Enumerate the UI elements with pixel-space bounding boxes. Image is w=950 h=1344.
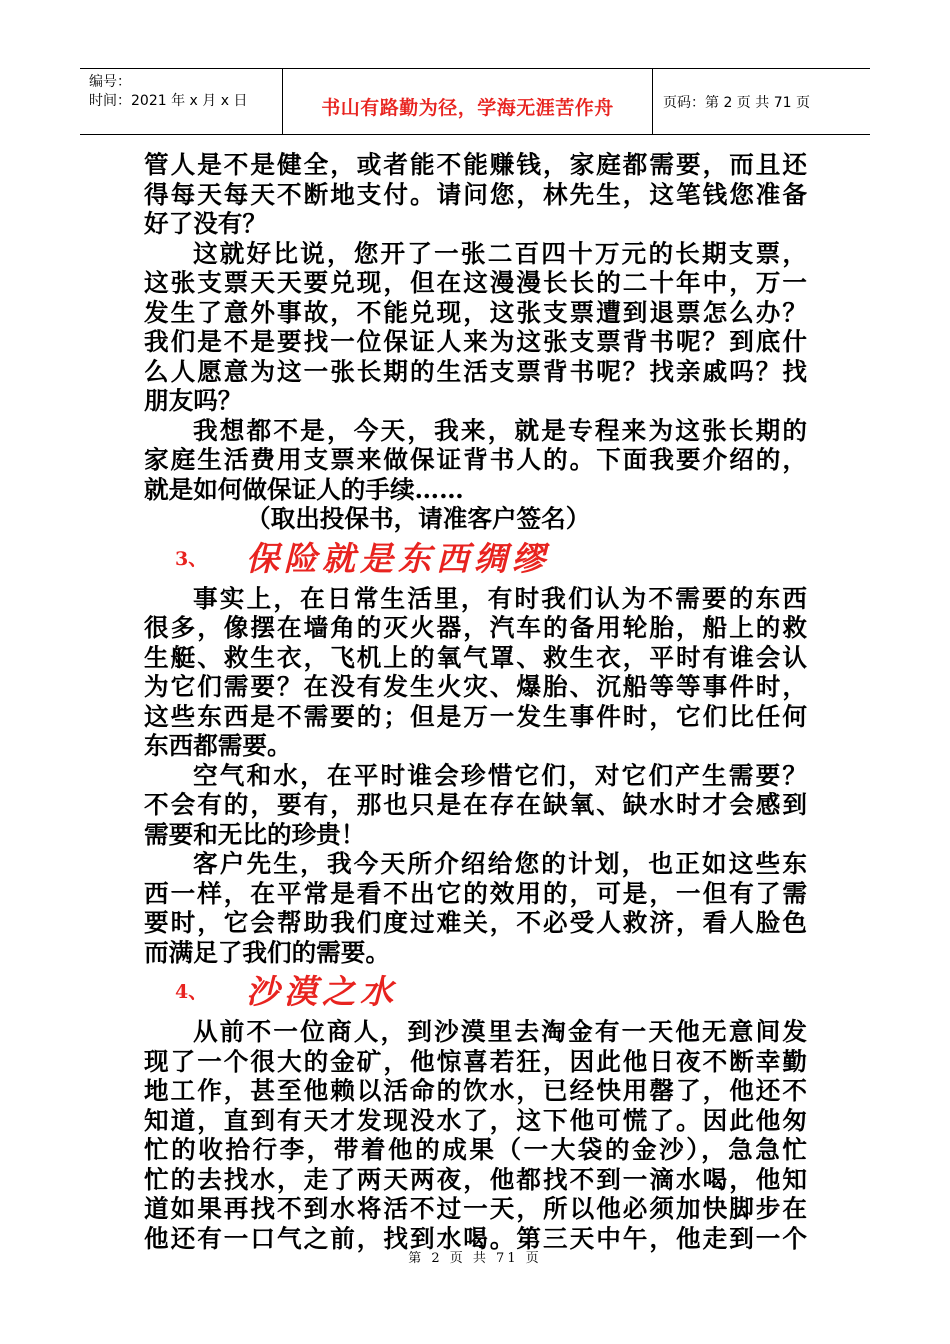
text-line: 发生了意外事故，不能兑现，这张支票遭到退票怎么办？ <box>144 297 807 327</box>
text-line: 这就好比说，您开了一张二百四十万元的长期支票， <box>193 238 807 268</box>
text-line: 知道，直到有天才发现没水了，这下他可慌了。因此他匆 <box>144 1105 807 1135</box>
text-line: 很多，像摆在墙角的灭火器，汽车的备用轮胎，船上的救 <box>144 613 807 642</box>
text-line: 这张支票天天要兑现，但在这漫漫长长的二十年中，万一 <box>144 268 807 297</box>
text-line: 我想都不是，今天，我来，就是专程来为这张长期的 <box>193 415 807 445</box>
stage-direction-note: （取出投保书，请准客户签名） <box>246 504 591 533</box>
section-heading-4 <box>144 967 824 1017</box>
text-line: 不会有的，要有，那也只是在存在缺氧、缺水时才会感到 <box>144 790 807 819</box>
page-header <box>80 68 870 135</box>
section-number: 4、 <box>175 981 208 1003</box>
section-title: 保险就是东西绸缪 <box>246 538 550 578</box>
text-line: 这些东西是不需要的；但是万一发生事件时，它们比任何 <box>144 701 807 731</box>
text-line: 需要和无比的珍贵！ <box>144 819 366 849</box>
text-line: 而满足了我们的需要。 <box>144 937 390 967</box>
section-heading-3 <box>144 534 824 584</box>
text-line: 西一样，在平常是看不出它的效用的，可是，一但有了需 <box>144 878 807 908</box>
document-number-label: 编号： <box>89 74 131 90</box>
document-body <box>144 150 824 1253</box>
text-line: 好了没有？ <box>144 209 267 238</box>
document-date-label: 时间：2021 年 x 月 x 日 <box>89 93 248 109</box>
text-line: 事实上，在日常生活里，有时我们认为不需要的东西 <box>193 583 807 613</box>
text-line: 要时，它会帮助我们度过难关，不必受人救济，看人脸色 <box>144 908 807 937</box>
text-line: 地工作，甚至他赖以活命的饮水，已经快用罄了，他还不 <box>144 1076 807 1105</box>
section-number: 3、 <box>175 547 208 570</box>
text-line: 么人愿意为这一张长期的生活支票背书呢？找亲戚吗？找 <box>144 356 807 386</box>
header-meta-cell <box>80 69 283 134</box>
text-line: 忙的去找水，走了两天两夜，他都找不到一滴水喝，他知 <box>144 1164 807 1194</box>
text-line: 就是如何做保证人的手续…… <box>144 474 464 504</box>
section-title: 沙漠之水 <box>246 972 398 1011</box>
page-footer: 第 2 页 共 71 页 <box>408 1251 542 1266</box>
text-line: 东西都需要。 <box>144 731 292 760</box>
text-line: 他还有一口气之前，找到水喝。第三天中午，他走到一个 <box>144 1223 807 1253</box>
text-line: 忙的收拾行李，带着他的成果（一大袋的金沙），急急忙 <box>144 1135 807 1164</box>
text-line: 朋友吗？ <box>144 386 243 415</box>
text-line: 现了一个很大的金矿，他惊喜若狂，因此他日夜不断幸勤 <box>144 1046 807 1076</box>
text-line: 为它们需要？在没有发生火灾、爆胎、沉船等等事件时， <box>144 672 807 701</box>
header-motto: 书山有路勤为径，学海无涯苦作舟 <box>321 97 614 119</box>
text-line: 从前不一位商人，到沙漠里去淘金有一天他无意间发 <box>193 1017 807 1046</box>
header-motto-cell <box>283 69 653 134</box>
text-line: 家庭生活费用支票来做保证背书人的。下面我要介绍的， <box>144 445 807 474</box>
text-line: 得每天每天不断地支付。请问您，林先生，这笔钱您准备 <box>144 179 807 209</box>
text-line: 道如果再找不到水将活不过一天，所以他必须加快脚步在 <box>144 1194 807 1223</box>
text-line: 生艇、救生衣，飞机上的氧气罩、救生衣，平时有谁会认 <box>144 642 807 672</box>
text-line: 客户先生，我今天所介绍给您的计划，也正如这些东 <box>193 849 807 878</box>
header-page-code: 页码：第 2 页 共 71 页 <box>663 95 810 111</box>
text-line: 空气和水，在平时谁会珍惜它们，对它们产生需要？ <box>193 760 807 790</box>
text-line: 管人是不是健全，或者能不能赚钱，家庭都需要，而且还 <box>144 150 807 179</box>
header-page-cell <box>653 69 870 134</box>
text-line: 我们是不是要找一位保证人来为这张支票背书呢？到底什 <box>144 327 807 356</box>
